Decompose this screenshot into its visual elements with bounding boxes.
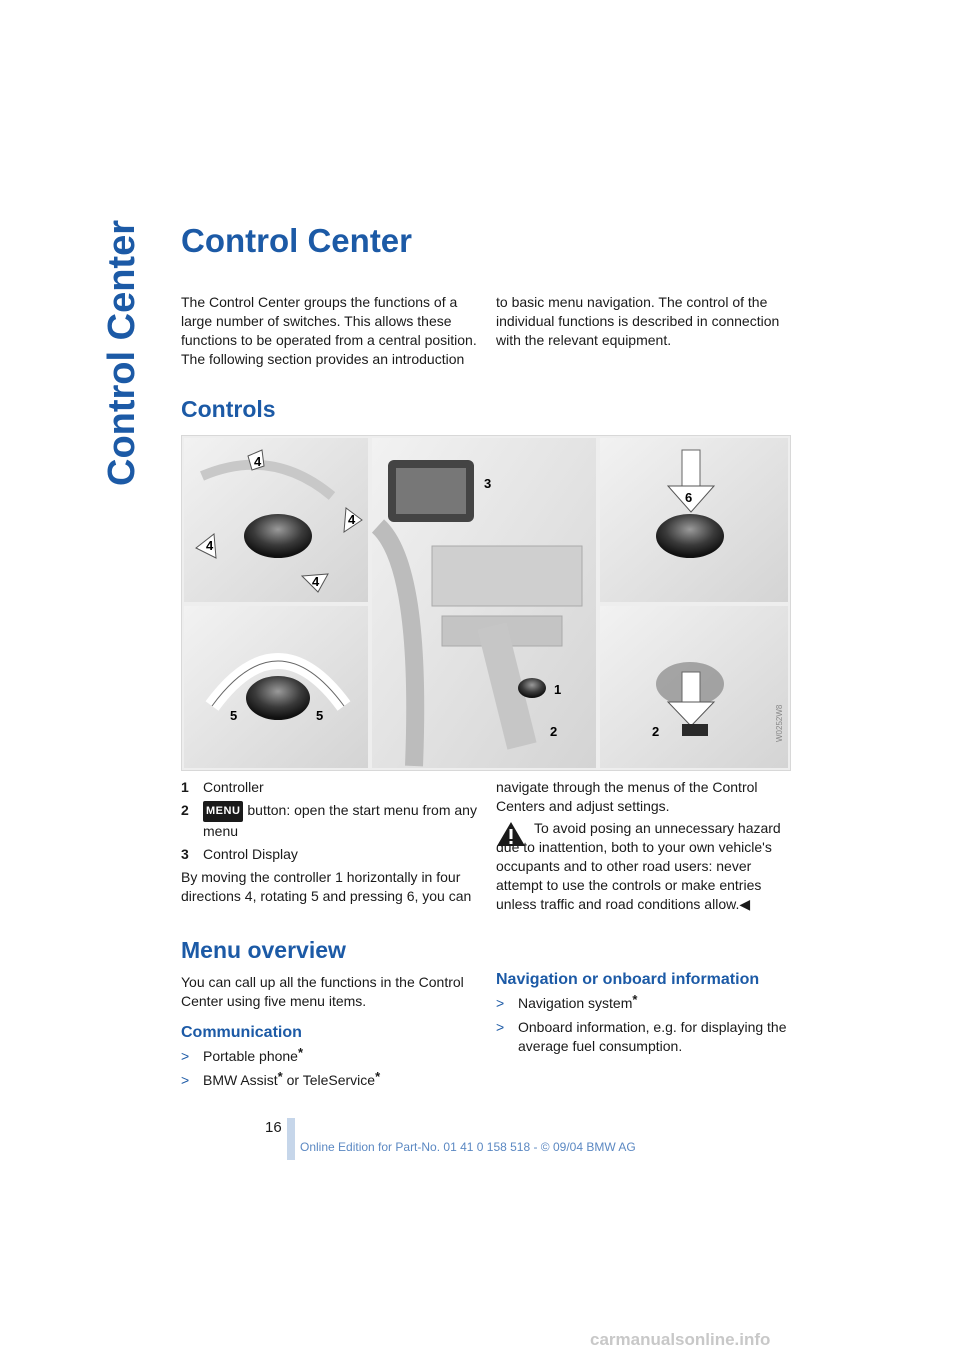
fig-label-5b: 5 [316, 708, 324, 723]
controls-legend [181, 778, 477, 906]
legend-item-1: 1 Controller [181, 779, 264, 795]
fig-label-5a: 5 [230, 708, 238, 723]
page-title: Control Center [181, 222, 412, 259]
footer-text: Online Edition for Part-No. 01 41 0 158 518 - © 09/04 BMW AG [300, 1140, 636, 1154]
controls-heading: Controls [181, 396, 276, 422]
controller-knob [244, 514, 312, 558]
fig-label-3: 3 [484, 476, 492, 491]
menu-overview-heading: Menu overview [181, 937, 346, 963]
controls-illustration-svg [182, 436, 790, 770]
intro-left: The Control Center groups the functions of a large number of switches. This allows these functions to be operated from a central position. The following section provides an introduction [181, 294, 477, 367]
fig-label-4d: 4 [312, 574, 320, 589]
footer-bar [287, 1118, 295, 1160]
list-item: > Navigation system* [496, 992, 638, 1011]
fig-label-6: 6 [685, 490, 693, 505]
list-item: > Portable phone* [181, 1045, 304, 1064]
warning-text: To avoid posing an unnecessary hazard due to inattention, both to your own vehicle's occupants and to other road users: never attempt to use the controls or make entries unless traffic and road conditions allow.◀ [496, 820, 781, 912]
fig-label-4c: 4 [348, 512, 356, 527]
figure-code: W0252W8 [775, 704, 784, 742]
communication-heading: Communication [181, 1024, 302, 1041]
navigation-list [496, 994, 792, 1061]
side-title [100, 220, 154, 486]
controls-body-left: By moving the controller 1 horizontally in four directions 4, rotating 5 and pressing 6, you can [181, 869, 472, 904]
list-item: > BMW Assist* or TeleService* [181, 1069, 381, 1088]
menu-overview-intro: You can call up all the functions in the Control Center using five menu items. [181, 974, 464, 1009]
fig-label-4a: 4 [254, 454, 262, 469]
list-item: > Onboard information, e.g. for displaying the average fuel consumption. [496, 1019, 787, 1054]
fig-label-2a: 2 [550, 724, 558, 739]
legend-item-3: 3 Control Display [181, 846, 298, 862]
page-number: 16 [265, 1119, 282, 1136]
legend-item-2: 2 MENU button: open the start menu from any menu [181, 802, 477, 839]
fig-label-4b: 4 [206, 538, 214, 553]
menu-key: MENU [203, 801, 243, 822]
navigation-heading: Navigation or onboard information [496, 971, 760, 988]
fig-label-2b: 2 [652, 724, 660, 739]
fig-label-1: 1 [554, 682, 562, 697]
communication-list [181, 1047, 477, 1095]
controls-illustration [181, 435, 791, 771]
intro-right: to basic menu navigation. The control of the individual functions is described in connection with the relevant equipment. [496, 294, 780, 348]
side-title-text: Control Center [101, 220, 143, 486]
controls-body-right: navigate through the menus of the Control Centers and adjust settings. [496, 779, 758, 814]
watermark: carmanualsonline.info [590, 1330, 771, 1349]
